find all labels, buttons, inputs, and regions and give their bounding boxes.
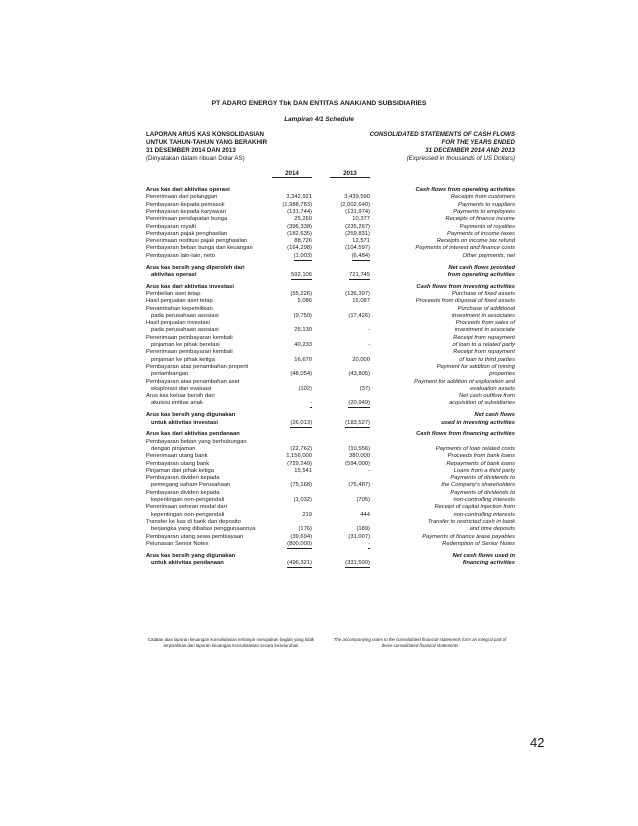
- row-label-en: Receipt of capital injection from: [434, 504, 515, 511]
- row-label-en: Other payments, net: [462, 252, 515, 259]
- value-2013: (6,484): [351, 252, 370, 259]
- row-label-en: Receipt from repayment: [453, 334, 515, 341]
- row-label-id: kepentingan non-pengendali: [151, 511, 225, 518]
- value-2014: 592,106: [291, 271, 312, 278]
- value-2013: 3,439,590: [344, 194, 370, 201]
- value-2014: (48,054): [290, 371, 312, 378]
- header-left-line3: 31 DESEMBER 2014 DAN 2013: [146, 147, 236, 154]
- row-label-en: investment in associate: [454, 327, 515, 334]
- row-label-en: the Company's shareholders: [441, 482, 515, 489]
- value-2013: (75,487): [348, 482, 370, 489]
- year-2014-header: 2014: [272, 170, 312, 178]
- value-2014: 1,156,000: [286, 453, 312, 460]
- row-label-en: Net cash flows used in: [452, 552, 515, 559]
- row-label-id: pemegang saham Perusahaan: [151, 482, 231, 489]
- value-2013: (20,949): [348, 400, 370, 407]
- row-label-en: and time deposits: [469, 526, 515, 533]
- value-2014: (396,338): [287, 223, 312, 230]
- row-label-id: Arus kas bersih yang digunakan: [146, 552, 236, 559]
- row-label-en: Proceeds from sales of: [455, 320, 515, 327]
- row-label-id: pinjaman ke pihak ketiga: [151, 356, 215, 363]
- value-2014: (496,321): [287, 559, 312, 566]
- row-label-en: Purchase of additional: [457, 305, 515, 312]
- row-label-id: pada perusahaan asosiasi: [151, 312, 219, 319]
- value-2014: (26,013): [290, 419, 312, 426]
- value-2014: (9,750): [293, 312, 312, 319]
- row-label-id: Penerimaan dari pelanggan: [146, 194, 218, 201]
- row-label-en: Cash flows from operating activities: [415, 187, 515, 193]
- row-label-id: Pembayaran dividen kepada: [146, 489, 220, 496]
- value-2014: 5,086: [297, 298, 312, 305]
- value-2014: 219: [302, 511, 312, 518]
- value-2013: -: [368, 342, 370, 348]
- row-label-id: eksplorasi dan evaluasi: [151, 385, 212, 392]
- value-2013: (31,007): [348, 533, 370, 540]
- row-label-id: Pembayaran atas penambahan aset: [146, 378, 240, 385]
- header-right-line3: 31 DECEMBER 2014 AND 2013: [425, 147, 515, 154]
- row-label-id: Arus kas bersih yang diperoleh dari: [146, 264, 245, 271]
- row-label-en: Receipts from customers: [450, 194, 515, 201]
- value-2013: 12,571: [352, 238, 370, 245]
- row-label-en: of loan to third parties: [459, 356, 515, 363]
- row-label-id: Penerimaan setoran modal dari: [146, 504, 227, 511]
- row-label-id: kepentingan non-pengendali: [151, 497, 225, 503]
- value-2013: (331,500): [345, 559, 370, 566]
- value-2013: (136,397): [345, 290, 370, 297]
- row-label-en: investment in associates: [451, 312, 515, 319]
- header-right-line1: CONSOLIDATED STATEMENTS OF CASH FLOWS: [369, 131, 515, 138]
- row-label-id: untuk aktivitas pendanaan: [151, 559, 224, 566]
- value-2013: 721,745: [349, 271, 370, 278]
- value-2014: (176): [298, 526, 312, 533]
- row-label-id: Hasil penjualan aset tetap: [146, 298, 213, 305]
- row-label-en: Transfer to restricted cash in bank: [427, 518, 515, 525]
- row-label-en: evaluation assets: [470, 385, 515, 392]
- row-label-en: used in investing activities: [441, 419, 515, 426]
- row-label-id: Penerimaan utang bank: [146, 453, 208, 460]
- row-label-id: Penerimaan pendapatan bunga: [146, 216, 228, 223]
- value-2014: (729,249): [287, 460, 312, 467]
- header-right-line4: (Expressed in thousands of US Dollars): [406, 155, 515, 162]
- value-2013: (259,831): [345, 230, 370, 237]
- row-label-id: Pembelian aset tetap: [146, 290, 201, 297]
- value-2014: 25,130: [294, 327, 312, 334]
- row-label-id: dengan pinjaman: [151, 445, 196, 452]
- row-label-en: acquisition of subsidiaries: [448, 400, 515, 407]
- value-2013: (37): [359, 385, 370, 392]
- row-label-en: Payment for addition of mining: [436, 363, 515, 370]
- row-label-id: pinjaman ke pihak berelasi: [151, 342, 220, 348]
- value-2013: (17,426): [348, 312, 370, 319]
- row-label-en: Receipts of finance income: [445, 216, 515, 223]
- row-label-en: Payment for addition of exploration and: [414, 378, 515, 385]
- row-label-en: non-controlling interests: [453, 511, 515, 518]
- header-left-line2: UNTUK TAHUN-TAHUN YANG BERAKHIR: [146, 139, 268, 146]
- footnote-right: The accompanying notes to the consolidated financial statements form an integral part of these consolidated financial statements: [333, 637, 507, 648]
- value-2014: 15,541: [294, 467, 312, 474]
- row-label-en: Payments of loan related costs: [435, 445, 515, 452]
- row-label-en: Payments of interest and finance costs: [415, 245, 515, 252]
- value-2014: 40,233: [294, 342, 312, 348]
- row-label-en: of loan to a related party: [452, 342, 515, 348]
- row-label-id: Penambahan kepemilikan: [146, 305, 213, 312]
- value-2014: 3,342,921: [286, 194, 312, 201]
- row-label-en: from operating activities: [447, 271, 515, 278]
- value-2013: 444: [360, 511, 370, 518]
- row-label-id: Arus kas dari aktivitas investasi: [146, 283, 234, 290]
- value-2014: (1,988,783): [282, 201, 312, 208]
- row-label-id: pada perusahaan asosiasi: [151, 327, 219, 334]
- value-2013: 380,000: [349, 453, 370, 460]
- row-label-en: Loans from a third party: [453, 467, 515, 474]
- value-2014: (102): [298, 385, 312, 392]
- value-2014: -: [310, 400, 312, 407]
- header-right-line2: FOR THE YEARS ENDED: [441, 139, 515, 146]
- row-label-id: Pembayaran beban bunga dan keuangan: [146, 245, 253, 252]
- header-right: [330, 131, 515, 166]
- row-label-en: Proceeds from disposal of fixed assets: [415, 298, 515, 305]
- row-label-id: Penerimaan restitusi pajak penghasilan: [146, 238, 248, 245]
- value-2013: (104,597): [345, 245, 370, 252]
- value-2014: 16,670: [294, 356, 312, 363]
- header-left-line1: LAPORAN ARUS KAS KONSOLIDASIAN: [146, 131, 265, 138]
- row-label-id: Transfer ke kas di bank dan deposito: [146, 518, 241, 525]
- value-2014: (131,744): [287, 208, 312, 215]
- row-label-en: Receipt from repayment: [453, 349, 515, 356]
- row-label-en: Cash flows from investing activities: [416, 283, 515, 290]
- value-2014: (1,003): [293, 252, 312, 259]
- row-label-en: Repayments of bank loans: [446, 460, 515, 467]
- value-2014: (55,226): [290, 290, 312, 297]
- value-2014: 25,260: [294, 216, 312, 223]
- table-row: [0, 559, 638, 567]
- row-label-en: Net cash flows: [474, 412, 515, 419]
- value-2013: (189): [356, 526, 370, 533]
- row-label-id: Arus kas dari aktivitas operasi: [146, 187, 230, 193]
- row-label-en: Net cash outflow from: [458, 393, 515, 400]
- value-2013: (183,527): [345, 419, 370, 426]
- value-2014: 88,726: [294, 238, 312, 245]
- row-label-id: Arus kas dari aktivitas pendanaan: [146, 431, 240, 438]
- row-label-en: Payments of finance lease payables: [422, 533, 515, 540]
- row-label-id: Arus kas keluar bersih dari: [146, 393, 215, 400]
- row-label-id: Pembayaran kepada pemasok: [146, 201, 225, 208]
- row-label-en: Payments of royalties: [459, 223, 515, 230]
- value-2013: (2,002,640): [340, 201, 370, 208]
- row-label-id: untuk aktivitas investasi: [151, 419, 219, 426]
- row-label-id: Pembayaran atas penambahan properti: [146, 363, 249, 370]
- row-label-en: Payments to employees: [453, 208, 515, 215]
- value-2013: (131,974): [345, 208, 370, 215]
- value-2013: -: [368, 540, 370, 547]
- year-2013-header: 2013: [330, 170, 370, 178]
- row-label-en: properties: [489, 371, 515, 378]
- value-2014: (800,000): [287, 540, 312, 547]
- schedule-label: Lampiran 4/1 Schedule: [284, 116, 354, 123]
- value-2013: -: [368, 327, 370, 334]
- row-label-id: Pembayaran utang sewa pembiayaan: [146, 533, 244, 540]
- row-label-id: Pembayaran dividen kepada: [146, 475, 220, 482]
- value-2013: 20,000: [352, 356, 370, 363]
- row-label-en: financing activities: [462, 559, 515, 566]
- value-2014: (1,032): [293, 497, 312, 503]
- row-label-id: Pelunasan Senior Notes: [146, 540, 209, 547]
- value-2013: (10,556): [348, 445, 370, 452]
- value-2014: (75,168): [290, 482, 312, 489]
- page-number: 42: [530, 735, 545, 750]
- row-label-id: pertambangan: [151, 371, 189, 378]
- row-label-en: Cash flows from financing activities: [416, 431, 515, 438]
- row-label-id: Pembayaran utang bank: [146, 460, 210, 467]
- row-label-id: Pembayaran pajak penghasilan: [146, 230, 228, 237]
- footnote-left: Catatan atas laporan keuangan konsolidasian terlampir merupakan bagian yang tidak terpisahkan dari laporan keuangan konsolidasian secara keseluruhan: [147, 637, 315, 648]
- row-label-id: Pembayaran kepada karyawan: [146, 208, 226, 215]
- value-2013: 15,087: [352, 298, 370, 305]
- row-label-id: Arus kas bersih yang digunakan: [146, 412, 236, 419]
- value-2013: (705): [356, 497, 370, 503]
- value-2014: (22,762): [290, 445, 312, 452]
- row-label-id: aktivitas operasi: [151, 271, 197, 278]
- company-title: PT ADARO ENERGY Tbk DAN ENTITAS ANAK/AND SUBSIDIARIES: [211, 100, 427, 107]
- row-label-en: Receipts on income tax refund: [436, 238, 515, 245]
- value-2013: (43,805): [348, 371, 370, 378]
- row-label-id: Pembayaran lain-lain, neto: [146, 252, 215, 259]
- row-label-id: akuisisi entitas anak: [151, 400, 203, 407]
- row-label-id: Penerimaan pembayaran kembali: [146, 334, 233, 341]
- row-label-en: Payments of dividends to: [450, 475, 515, 482]
- value-2014: (39,694): [290, 533, 312, 540]
- value-2014: (164,298): [287, 245, 312, 252]
- value-2013: (594,000): [345, 460, 370, 467]
- value-2013: 10,377: [352, 216, 370, 223]
- row-label-en: Net cash flows provided: [448, 264, 515, 271]
- row-label-id: Hasil penjualan investasi: [146, 320, 210, 327]
- row-label-en: Redemption of Senior Notes: [442, 540, 515, 547]
- row-label-en: non-controlling interests: [453, 497, 515, 503]
- row-label-id: berjangka yang dibatasi penggunaannya: [151, 526, 256, 533]
- value-2013: (235,267): [345, 223, 370, 230]
- row-label-id: Pinjaman dari pihak ketiga: [146, 467, 214, 474]
- value-2013: -: [368, 467, 370, 474]
- value-2014: (182,635): [287, 230, 312, 237]
- row-label-en: Payments of dividends to: [450, 489, 515, 496]
- row-label-en: Payments to suppliers: [457, 201, 515, 208]
- header-left-line4: (Dinyatakan dalam ribuan Dolar AS): [146, 155, 245, 162]
- row-label-en: Payments of income taxes: [447, 230, 515, 237]
- row-label-id: Pembayaran royalti: [146, 223, 196, 230]
- row-label-en: Purchase of fixed assets: [451, 290, 515, 297]
- row-label-id: Penerimaan pembayaran kembali: [146, 349, 233, 356]
- row-label-en: Proceeds from bank loans: [447, 453, 515, 460]
- row-label-id: Pembayaran beban yang berhubungan: [146, 438, 247, 445]
